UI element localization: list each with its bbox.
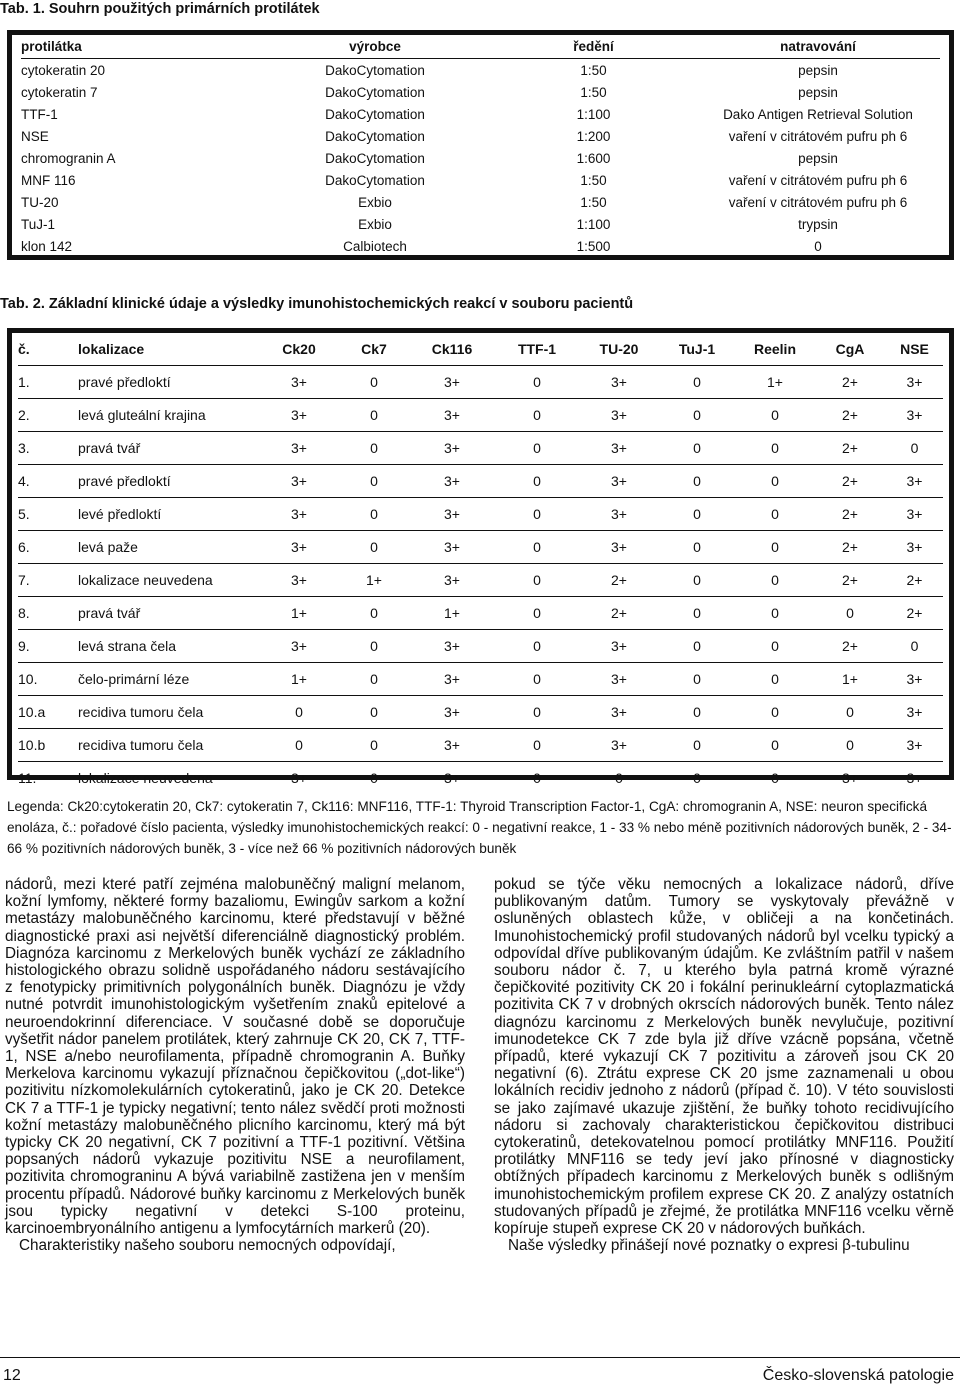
table2-cell: 0 (533, 572, 541, 588)
table2-cell: 3+ (906, 407, 923, 423)
table1-row (21, 81, 940, 103)
table2-header-cell: TU-20 (599, 341, 639, 357)
table1-cell: 1:200 (576, 128, 611, 144)
table2-cell: 3+ (906, 473, 923, 489)
table2-cell: 0 (693, 506, 701, 522)
table2-cell: 3+ (611, 473, 627, 489)
table2-cell: 0 (533, 704, 541, 720)
table2-cell: 0 (533, 506, 541, 522)
table2-header-cell: Ck7 (361, 341, 387, 357)
table2-cell: 0 (693, 704, 701, 720)
table2-cell: lokalizace neuvedena (78, 770, 213, 786)
table2-cell: 2+ (842, 473, 858, 489)
table2-cell: 0 (370, 506, 378, 522)
table1-cell: TU-20 (21, 194, 59, 210)
table2-cell: levé předloktí (78, 506, 162, 522)
table2-cell: 0 (693, 539, 701, 555)
table2-cell: 3+ (291, 407, 307, 423)
table2-cell: 10. (18, 671, 38, 687)
table1-cell: Calbiotech (343, 238, 407, 254)
table2-cell: 2+ (906, 572, 923, 588)
table2-cell: 3+ (611, 671, 627, 687)
table2-cell: 0 (846, 737, 854, 753)
table2-cell: 3+ (444, 737, 460, 753)
table2-cell: 1+ (444, 605, 460, 621)
table2-row (18, 399, 943, 432)
table2-cell: 0 (533, 374, 541, 390)
table2-cell: 3+ (611, 374, 627, 390)
table2-cell: recidiva tumoru čela (78, 704, 204, 720)
table2-cell: 2+ (611, 572, 627, 588)
table2-cell: levá paže (78, 539, 138, 555)
table2-cell: 3+ (291, 572, 307, 588)
table2-cell: 0 (370, 539, 378, 555)
table2-cell: 8. (18, 605, 30, 621)
table2-cell: recidiva tumoru čela (78, 737, 204, 753)
table2-cell: 3+ (291, 638, 307, 654)
table2-cell: 3+ (444, 671, 460, 687)
table2-cell: 3+ (444, 440, 460, 456)
table2-cell: 0 (370, 605, 378, 621)
table2-cell: 9. (18, 638, 30, 654)
table1-cell: 1:50 (580, 194, 607, 210)
table2-row (18, 597, 943, 630)
table2-cell: 0 (370, 770, 378, 786)
table2-cell: 10.b (18, 737, 46, 753)
table2-cell: 3+ (444, 770, 460, 786)
table2-cell: 0 (846, 704, 854, 720)
table1-cell: trypsin (798, 216, 838, 232)
table1-title: Tab. 1. Souhrn použitých primárních protilátek (0, 1, 320, 17)
table2-cell: 0 (910, 440, 919, 456)
table2-cell: 0 (370, 638, 378, 654)
table2-cell: 0 (370, 473, 378, 489)
right-column (494, 876, 954, 1254)
table2-cell: 0 (771, 473, 779, 489)
table2-cell: pravá tvář (78, 605, 141, 621)
table1-row (21, 147, 940, 169)
table1 (21, 35, 940, 257)
table2-row (18, 366, 943, 399)
table2-cell: 0 (533, 605, 541, 621)
table2-cell: 0 (370, 440, 378, 456)
table2-cell: 0 (533, 671, 541, 687)
table2-cell: 3+ (444, 407, 460, 423)
table1-cell: 1:50 (580, 84, 607, 100)
table2-cell: 3+ (291, 374, 307, 390)
table1-cell: DakoCytomation (325, 172, 425, 188)
table2-cell: 3+ (611, 440, 627, 456)
table1-cell: 1:600 (576, 150, 611, 166)
table2-row (18, 696, 943, 729)
table2-row (18, 729, 943, 762)
table2-cell: 3+ (444, 539, 460, 555)
table2-header-cell: č. (18, 341, 30, 357)
table2-row (18, 498, 943, 531)
table2-cell: 0 (693, 407, 701, 423)
page-number: 12 (3, 1367, 21, 1384)
table1-cell: Exbio (358, 194, 392, 210)
table2-cell: 1+ (767, 374, 783, 390)
table2-cell: 2+ (842, 638, 858, 654)
table2-cell: 0 (771, 737, 779, 753)
table2-cell: 0 (370, 407, 378, 423)
table2-cell: 3+ (291, 506, 307, 522)
table2-cell: 0 (533, 770, 541, 786)
table1-cell: DakoCytomation (325, 106, 425, 122)
table1-cell: DakoCytomation (325, 128, 425, 144)
table2-cell: 3+ (291, 440, 307, 456)
table2-cell: 0 (693, 374, 701, 390)
table2-cell: 0 (771, 638, 779, 654)
table2-row (18, 465, 943, 498)
table2-cell: 1. (18, 374, 30, 390)
table2-row (18, 663, 943, 696)
table2-cell: 4. (18, 473, 30, 489)
table1-cell: NSE (21, 128, 49, 144)
table2-cell: 0 (533, 440, 541, 456)
table2-cell: 0 (771, 539, 779, 555)
table1-body (21, 59, 940, 258)
table2-cell: 0 (771, 440, 779, 456)
table1-cell: vaření v citrátovém pufru ph 6 (728, 194, 908, 210)
table1-cell: DakoCytomation (325, 62, 425, 78)
table2-cell: 0 (295, 704, 303, 720)
table2-legend: Legenda: Ck20:cytokeratin 20, Ck7: cytokeratin 7, Ck116: MNF116, TTF-1: Thyroid Transcription Factor-1, CgA: chromogranin A, NSE: neuron specifická enoláza, č.: pořadové číslo pacienta, výsledky imunohistochemických reakcí: 0 - negativní reakce, 1 - 33 % nebo méně pozitivních nádorových buněk, 2 - 34-66 % pozitivních nádorových buněk, 3 - více než 66 % pozitivních nádorových buněk (7, 799, 952, 856)
table2-row (18, 564, 943, 597)
table2-cell: 0 (370, 737, 378, 753)
table2-cell: 3+ (291, 473, 307, 489)
table1-cell: pepsin (798, 84, 838, 100)
table2-cell: čelo-primární léze (78, 671, 190, 687)
table2-cell: 0 (771, 671, 779, 687)
table2-cell: 2+ (842, 506, 858, 522)
table1-cell: Exbio (358, 216, 392, 232)
table2-cell: 1+ (291, 671, 307, 687)
table2-title: Tab. 2. Základní klinické údaje a výsledky imunohistochemických reakcí v souboru pacientů (0, 296, 634, 312)
table1-cell: vaření v citrátovém pufru ph 6 (728, 128, 908, 144)
table1-frame (7, 30, 954, 260)
table2-cell: 1+ (366, 572, 382, 588)
table1-cell: 1:100 (576, 106, 611, 122)
table2-cell: 0 (693, 605, 701, 621)
table1-cell: cytokeratin 7 (21, 84, 98, 100)
table2-header-cell: Ck20 (282, 341, 316, 357)
table2-cell: 6. (18, 539, 30, 555)
table2-header-row (18, 333, 943, 366)
table1-row (21, 213, 940, 235)
table2-cell: 0 (533, 737, 541, 753)
table2-cell: 3+ (444, 374, 460, 390)
table2-cell: 3+ (444, 572, 460, 588)
table2-cell: 1+ (842, 671, 858, 687)
table2-body (18, 366, 943, 795)
table2-cell: 10.a (18, 704, 46, 720)
footer-rule (0, 1357, 960, 1358)
table2-cell: 3+ (291, 539, 307, 555)
table1-row (21, 191, 940, 213)
table2-header-cell: lokalizace (78, 341, 145, 357)
table2-header-cell: TTF-1 (517, 341, 557, 357)
table2-row (18, 630, 943, 663)
table2-cell: 0 (771, 770, 779, 786)
table2-header-cell: NSE (900, 341, 929, 357)
table2-cell: 0 (370, 704, 378, 720)
table2-row (18, 531, 943, 564)
journal-name: Česko-slovenská patologie (762, 1367, 954, 1384)
table2-cell: 0 (533, 407, 541, 423)
table1-header-cell: výrobce (349, 39, 401, 54)
table1-header-row (21, 35, 940, 59)
table2-cell: 0 (693, 770, 701, 786)
table2-header-cell: CgA (835, 341, 865, 357)
table1-row (21, 235, 940, 257)
table2-cell: 3. (18, 440, 30, 456)
table1-cell: DakoCytomation (325, 150, 425, 166)
table2-cell: 2+ (906, 605, 923, 621)
table1-cell: 1:50 (580, 62, 607, 78)
table2-header-cell: Reelin (753, 341, 796, 357)
table2-cell: 0 (846, 605, 854, 621)
table2-cell: 3+ (444, 704, 460, 720)
table2-cell: 3+ (611, 539, 627, 555)
table2-cell: pravá tvář (78, 440, 141, 456)
table2-cell: 0 (771, 506, 779, 522)
table2-cell: 0 (693, 671, 701, 687)
table2-cell: 2+ (842, 407, 858, 423)
table2-cell: 2+ (842, 440, 858, 456)
table1-cell: pepsin (798, 62, 838, 78)
table2-cell: levá gluteální krajina (78, 407, 206, 423)
table2-cell: 5. (18, 506, 30, 522)
table2-cell: 0 (693, 440, 701, 456)
table2-cell: 0 (533, 473, 541, 489)
table2-cell: 3+ (906, 770, 923, 786)
table2-cell: 3+ (611, 704, 627, 720)
table2-cell: lokalizace neuvedena (78, 572, 213, 588)
table2-cell: 3+ (444, 473, 460, 489)
table2-cell: 3+ (444, 506, 460, 522)
table2-frame (7, 328, 954, 786)
table2-cell: pravé předloktí (78, 374, 171, 390)
table2-header-cell: Ck116 (431, 341, 473, 357)
table1-cell: MNF 116 (21, 172, 76, 188)
table1-cell: TuJ-1 (21, 216, 56, 232)
table2-cell: 3+ (842, 770, 858, 786)
table1-cell: 1:100 (576, 216, 611, 232)
table2-cell: 0 (533, 638, 541, 654)
table2-cell: 3+ (611, 638, 627, 654)
table2-cell: 3+ (906, 671, 923, 687)
table2-cell: 3+ (906, 704, 923, 720)
table2-cell: 0 (370, 374, 378, 390)
table1-cell: 1:500 (576, 238, 611, 254)
table2 (18, 333, 943, 794)
table1-cell: Dako Antigen Retrieval Solution (723, 106, 913, 122)
table2-cell: 0 (693, 473, 701, 489)
table2-cell: 2+ (842, 539, 858, 555)
table1-cell: cytokeratin 20 (21, 62, 106, 78)
table2-cell: 0 (295, 737, 303, 753)
table1-row (21, 103, 940, 125)
table2-cell: 0 (771, 704, 779, 720)
table1-header-cell: ředění (573, 39, 614, 54)
table2-cell: 3+ (906, 737, 923, 753)
table1-row (21, 169, 940, 191)
table2-cell: 3+ (611, 506, 627, 522)
table1-row (21, 125, 940, 147)
table2-cell: 3+ (906, 374, 923, 390)
table2-cell: 3+ (444, 638, 460, 654)
table2-cell: 0 (615, 770, 623, 786)
table2-cell: 0 (693, 572, 701, 588)
table2-cell: 0 (771, 605, 779, 621)
table2-cell: pravé předloktí (78, 473, 171, 489)
table2-header-cell: TuJ-1 (678, 341, 716, 357)
table2-cell: 2+ (842, 374, 858, 390)
table2-cell: 2+ (611, 605, 627, 621)
table2-cell: 3+ (906, 539, 923, 555)
table2-cell: 2. (18, 407, 30, 423)
table1-cell: klon 142 (21, 238, 73, 254)
table2-cell: 3+ (906, 506, 923, 522)
table2-cell: 0 (370, 671, 378, 687)
table1-cell: 0 (814, 238, 822, 254)
table1-header-cell: natravování (780, 39, 856, 54)
table1-row (21, 59, 940, 82)
table2-cell: 3+ (611, 737, 627, 753)
table2-row (18, 432, 943, 465)
paragraph: Charakteristiky našeho souboru nemocných odpovídají, (19, 1237, 396, 1255)
paragraph: nádorů, mezi které patří zejména malobuněčný maligní melanom, kožní lymfomy, některé formy bazaliomu, Ewingův sarkom a kožní metastázy malobuněčného karcinomu, které představují v běžné diagnostické praxi asi největší diferenciálně diagnostický problém. Diagnóza karcinomu z Merkelových buněk vychází ze základního histologického obrazu solidně uspořádaného nádoru sestávajícího z fenotypicky primitivních polygonálních buněk. Diagnózu je vždy nutné potvrdit imunohistologickým vyšetřením znaků epitelové a neuroendokrinní diferenciace. V současné době se doporučuje vyšetřit nádor panelem protilátek, který zahrnuje CK 20, CK 7, TTF-1, NSE a/nebo neurofilamenta, případně chromogranin A. Buňky Merkelova karcinomu vykazují příznačnou čepičkovitou („dot-like“) pozitivitu nízkomolekulárních cytokeratinů, jako je CK 20. Detekce CK 7 a TTF-1 je typicky negativní; tento nález svědčí proti možnosti kožní metastázy malobuněčného plicního karcinomu, který má být typicky CK 20 negativní, CK 7 pozitivní a TTF-1 pozitivní. Většina popsaných nádorů vykazuje pozitivitu NSE a neurofilament, pozitivita chromograninu A bývá variabilně zastižena jen v menším procentu případů. Nádorové buňky karcinomu z Merkelových buněk jsou typicky negativní v detekci S-100 proteinu, karcinoembryonálního antigenu a lymfocytárních markerů (20). (5, 876, 465, 1238)
table1-cell: TTF-1 (21, 106, 58, 122)
table2-cell: 3+ (611, 407, 627, 423)
table2-cell: 0 (771, 407, 779, 423)
table1-cell: pepsin (798, 150, 838, 166)
table2-cell: 0 (771, 572, 779, 588)
table2-cell: 11. (18, 770, 37, 786)
table2-cell: 0 (693, 638, 701, 654)
table2-cell: 0 (910, 638, 919, 654)
table1-cell: 1:50 (580, 172, 607, 188)
table2-cell: 2+ (842, 572, 858, 588)
table2-cell: levá strana čela (78, 638, 177, 654)
table1-header-cell: protilátka (21, 39, 82, 54)
table1-cell: chromogranin A (21, 150, 116, 166)
table2-cell: 0 (533, 539, 541, 555)
table1-cell: vaření v citrátovém pufru ph 6 (728, 172, 908, 188)
table2-cell: 1+ (291, 605, 307, 621)
table2-cell: 3+ (291, 770, 307, 786)
paragraph: pokud se týče věku nemocných a lokalizace nádorů, dříve publikovaným datům. Tumory se vyskytovaly převážně v osluněných oblastech kůže, v obličeji a na končetinách. Imunohistochemický profil studovaných nádorů byl vcelku typický a odpovídal dříve publikovaným údajům. Ke zvláštním patřil v našem souboru nádor č. 7, u kterého byla patrná kromě výrazné čepičkovité pozitivity CK 20 i fokální perinukleární cytoplazmatická pozitivita CK 7 v drobných okrscích nádorových buněk. Tento nález diagnózu karcinomu z Merkelových buněk nevylučuje, pozitivní imunodetekce CK 7 zde byla již dříve vzácně popsána, včetně případů, které vykazují CK 7 pozitivitu a zároveň jsou CK 20 negativní (6). Ztrátu exprese CK 20 jsme zaznamenali u obou lokálních recidiv jednoho z nádorů (případ č. 10). V této souvislosti se jako zajímavé ukazuje zjištění, že buňky tohoto recidivujícího nádoru si zachovaly charakteristickou čepičkovitou distribuci cytokeratinů, detekovatelnou pomocí protilátky MNF116. Použití protilátky MNF116 se tedy jeví jako přínosné v diagnosticky obtížných případech karcinomu z Merkelových buněk s odlišným imunohistochemickým profilem exprese CK 20. Z analýzy ostatních studovaných případů je zřejmé, že protilátka MNF116 vcelku věrně kopíruje stupeň exprese CK 20 v nádorových buňkách. (494, 876, 954, 1238)
paragraph: Naše výsledky přinášejí nové poznatky o expresi β-tubulinu (508, 1237, 910, 1255)
table2-row (18, 762, 943, 795)
table2-cell: 0 (693, 737, 701, 753)
table1-cell: DakoCytomation (325, 84, 425, 100)
table2-cell: 7. (18, 572, 30, 588)
left-column (5, 876, 465, 1254)
